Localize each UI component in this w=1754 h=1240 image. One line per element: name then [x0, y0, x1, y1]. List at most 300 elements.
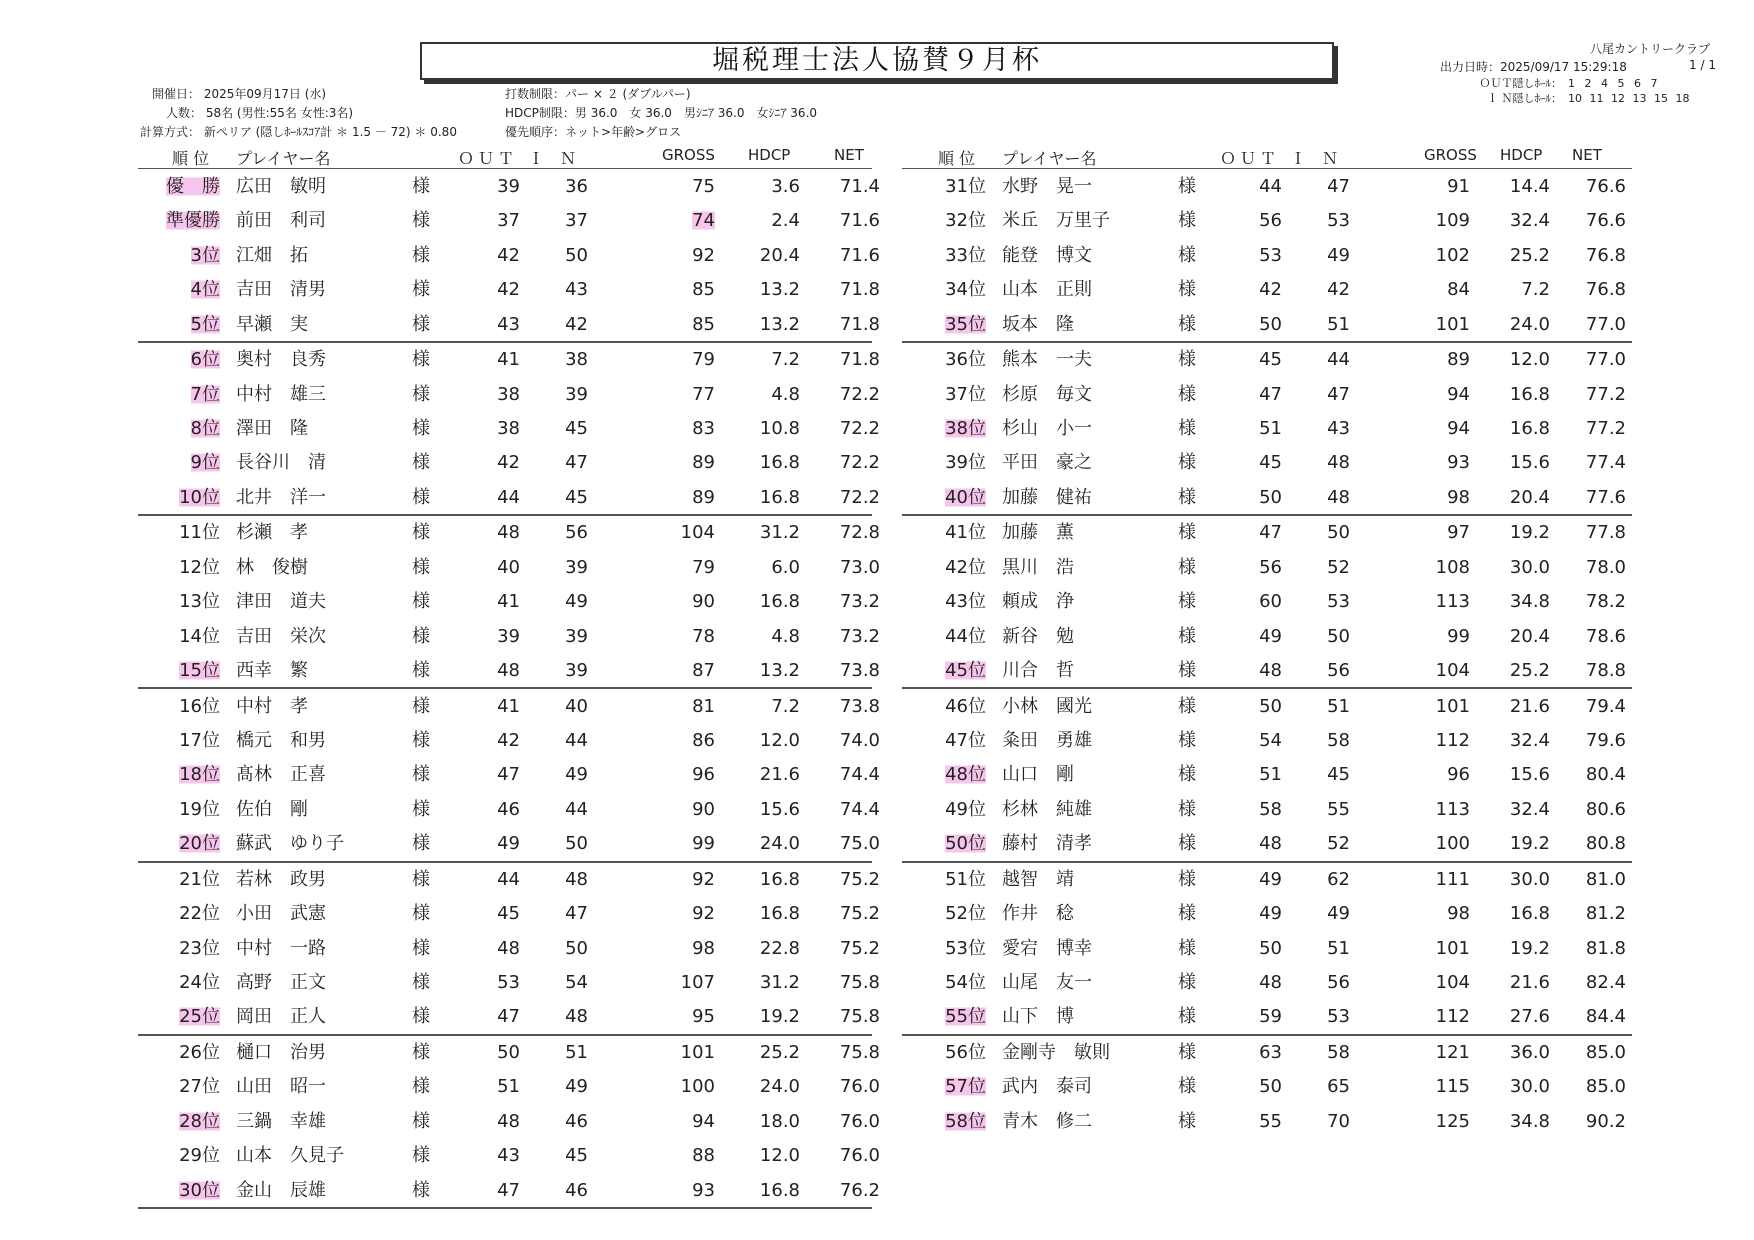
gross-score: 101: [1435, 313, 1470, 335]
gross-score: 113: [1435, 798, 1470, 820]
header-out-left: ＯＵＴ: [458, 149, 519, 168]
in-score: 58: [1327, 730, 1350, 751]
club-name: 八尾カントリークラブ: [1589, 42, 1710, 56]
header-rank-left: 順 位: [172, 149, 210, 168]
hdcp-value: 30.0: [1509, 1076, 1550, 1098]
net-score: 79.6: [1585, 730, 1626, 751]
player-name: 杉山 小一: [1002, 418, 1092, 439]
hidden-holes: [1440, 76, 1689, 106]
honorific: 様: [412, 625, 430, 647]
gross-score: 98: [1447, 486, 1470, 508]
player-name: 中村 雄三: [236, 383, 326, 405]
table-row: [0, 1070, 1754, 1104]
out-score: 56: [1259, 556, 1282, 578]
gross-score: 99: [692, 833, 715, 855]
honorific: 様: [1178, 349, 1196, 371]
hdcp-value: 34.8: [1509, 591, 1550, 613]
rank-cell: 優 勝: [166, 176, 220, 197]
hdcp-value: 15.6: [1509, 764, 1550, 786]
honorific: 様: [1178, 798, 1196, 820]
rank-cell: 23位: [179, 937, 220, 959]
gross-score: 112: [1435, 1006, 1470, 1028]
out-score: 47: [1259, 383, 1282, 405]
honorific: 様: [412, 349, 430, 371]
in-score: 51: [565, 1042, 588, 1063]
header-hdcp-right: HDCP: [1500, 146, 1543, 164]
gross-score: 94: [692, 1110, 715, 1132]
gross-score: 102: [1435, 244, 1470, 266]
rank-cell: 28位: [179, 1110, 220, 1132]
gross-score: 101: [1435, 937, 1470, 959]
net-score: 71.8: [839, 349, 880, 371]
player-name: 青木 修二: [1002, 1110, 1092, 1132]
net-score: 72.8: [839, 522, 880, 544]
net-score: 72.2: [839, 383, 880, 405]
net-score: 71.4: [839, 176, 880, 197]
rank-cell: 36位: [945, 349, 986, 371]
player-name: 中村 一路: [236, 937, 326, 959]
hdcp-limit: HDCP制限：男 36.0 女 36.0 男ｼﾆｱ 36.0 女ｼﾆｱ 36.0: [505, 106, 818, 120]
honorific: 様: [1178, 972, 1196, 993]
rank-cell: 14位: [179, 625, 220, 647]
rank-cell: 4位: [190, 279, 220, 301]
net-score: 76.2: [839, 1179, 880, 1201]
rank-cell: 13位: [179, 591, 220, 613]
rank-cell: 22位: [179, 903, 220, 925]
hdcp-value: 13.2: [759, 313, 800, 335]
out-score: 45: [1259, 452, 1282, 474]
rank-cell: 37位: [945, 383, 986, 405]
gross-score: 97: [1447, 522, 1470, 544]
table-row: [0, 516, 1754, 550]
gross-score: 109: [1435, 210, 1470, 232]
gross-score: 99: [1447, 625, 1470, 647]
net-score: 71.6: [839, 210, 880, 232]
hdcp-value: 20.4: [1509, 486, 1550, 508]
hdcp-value: 36.0: [1509, 1042, 1550, 1063]
rank-cell: 30位: [179, 1179, 220, 1201]
gross-score: 96: [692, 764, 715, 786]
player-name: 小田 武憲: [236, 903, 326, 925]
header-divider: [902, 168, 1632, 169]
out-score: 49: [1259, 903, 1282, 925]
hdcp-value: 16.8: [759, 868, 800, 890]
rank-cell: 32位: [945, 210, 986, 232]
net-score: 81.0: [1585, 868, 1626, 890]
in-score: 52: [1327, 833, 1350, 855]
group-divider: [138, 1207, 872, 1209]
net-score: 80.8: [1585, 833, 1626, 855]
out-score: 54: [1259, 730, 1282, 751]
in-score: 53: [1327, 591, 1350, 613]
table-row: [0, 897, 1754, 931]
player-name: 山本 久見子: [236, 1145, 344, 1167]
player-name: 加藤 薫: [1002, 522, 1074, 544]
out-score: 42: [497, 452, 520, 474]
player-name: 蘇武 ゆり子: [236, 833, 344, 855]
honorific: 様: [412, 764, 430, 786]
table-row: [0, 863, 1754, 897]
table-row: [0, 690, 1754, 724]
gross-score: 111: [1435, 868, 1470, 890]
out-score: 53: [497, 972, 520, 993]
hdcp-value: 13.2: [759, 660, 800, 681]
net-score: 75.8: [839, 972, 880, 993]
player-name: 杉林 純雄: [1002, 798, 1092, 820]
honorific: 様: [1178, 1006, 1196, 1028]
player-name: 新谷 勉: [1002, 625, 1074, 647]
hdcp-value: 24.0: [1509, 313, 1550, 335]
in-score: 45: [565, 486, 588, 508]
net-score: 73.8: [839, 695, 880, 717]
in-score: 40: [565, 695, 588, 717]
rank-cell: 38位: [945, 418, 986, 439]
in-score: 62: [1327, 868, 1350, 890]
player-name: 粂田 勇雄: [1002, 730, 1092, 751]
net-score: 75.8: [839, 1042, 880, 1063]
in-score: 43: [1327, 418, 1350, 439]
hdcp-value: 34.8: [1509, 1110, 1550, 1132]
player-name: 愛宕 博幸: [1002, 937, 1092, 959]
table-row: [0, 1000, 1754, 1034]
player-name: 吉田 清男: [236, 279, 326, 301]
out-score: 48: [1259, 660, 1282, 681]
player-name: 佐伯 剛: [236, 798, 308, 820]
gross-score: 121: [1435, 1042, 1470, 1063]
rank-cell: 49位: [945, 798, 986, 820]
table-row: [0, 620, 1754, 654]
gross-score: 88: [692, 1145, 715, 1167]
hdcp-value: 16.8: [759, 452, 800, 474]
rank-cell: 29位: [179, 1145, 220, 1167]
out-score: 48: [497, 937, 520, 959]
in-score: 52: [1327, 556, 1350, 578]
out-score: 53: [1259, 244, 1282, 266]
net-score: 76.8: [1585, 244, 1626, 266]
gross-score: 89: [1447, 349, 1470, 371]
gross-score: 83: [692, 418, 715, 439]
rank-cell: 45位: [945, 660, 986, 681]
in-score: 65: [1327, 1076, 1350, 1098]
honorific: 様: [1178, 695, 1196, 717]
out-score: 47: [497, 1006, 520, 1028]
player-name: 加藤 健祐: [1002, 486, 1092, 508]
header-gross-right: GROSS: [1424, 146, 1477, 164]
gross-score: 89: [692, 486, 715, 508]
hdcp-value: 25.2: [1509, 244, 1550, 266]
player-name: 山口 剛: [1002, 764, 1074, 786]
net-score: 77.4: [1585, 452, 1626, 474]
header-out-right: ＯＵＴ: [1220, 149, 1281, 168]
player-name: 山本 正則: [1002, 279, 1092, 301]
honorific: 様: [1178, 176, 1196, 197]
hdcp-value: 31.2: [759, 522, 800, 544]
rank-cell: 34位: [945, 279, 986, 301]
honorific: 様: [412, 1145, 430, 1167]
rank-cell: 48位: [945, 764, 986, 786]
player-name: 早瀬 実: [236, 313, 308, 335]
honorific: 様: [1178, 868, 1196, 890]
out-score: 48: [1259, 833, 1282, 855]
hdcp-value: 19.2: [1509, 937, 1550, 959]
rank-cell: 16位: [179, 695, 220, 717]
gross-score: 89: [692, 452, 715, 474]
in-score: 54: [565, 972, 588, 993]
hdcp-value: 7.2: [771, 349, 800, 371]
net-score: 74.4: [839, 798, 880, 820]
out-score: 45: [497, 903, 520, 925]
out-score: 48: [497, 1110, 520, 1132]
net-score: 77.6: [1585, 486, 1626, 508]
honorific: 様: [1178, 1042, 1196, 1063]
honorific: 様: [412, 210, 430, 232]
out-score: 56: [1259, 210, 1282, 232]
gross-score: 92: [692, 868, 715, 890]
honorific: 様: [412, 556, 430, 578]
honorific: 様: [412, 176, 430, 197]
net-score: 77.0: [1585, 313, 1626, 335]
rank-cell: 40位: [945, 486, 986, 508]
in-score: 49: [1327, 903, 1350, 925]
honorific: 様: [1178, 556, 1196, 578]
out-score: 39: [497, 176, 520, 197]
out-score: 38: [497, 418, 520, 439]
in-score: 50: [565, 833, 588, 855]
honorific: 様: [1178, 1110, 1196, 1132]
net-score: 75.0: [839, 833, 880, 855]
gross-score: 104: [1435, 660, 1470, 681]
rank-cell: 55位: [945, 1006, 986, 1028]
player-name: 藤村 清孝: [1002, 833, 1092, 855]
net-score: 76.0: [839, 1110, 880, 1132]
priority-order: 優先順序：ネット>年齢>グロス: [505, 125, 682, 139]
rank-cell: 54位: [945, 972, 986, 993]
table-row: [0, 1036, 1754, 1070]
gross-score: 85: [692, 279, 715, 301]
header-hdcp-left: HDCP: [748, 146, 791, 164]
header-net-left: NET: [834, 146, 864, 164]
rank-cell: 12位: [179, 556, 220, 578]
gross-score: 84: [1447, 279, 1470, 301]
out-score: 48: [497, 660, 520, 681]
player-name: 川合 哲: [1002, 660, 1074, 681]
rank-cell: 11位: [179, 522, 220, 544]
in-score: 49: [565, 764, 588, 786]
in-score: 51: [1327, 695, 1350, 717]
gross-score: 113: [1435, 591, 1470, 613]
in-hidden-holes: 10 11 12 13 15 18: [1568, 92, 1690, 105]
out-score: 50: [1259, 1076, 1282, 1098]
table-row: [0, 966, 1754, 1000]
out-score: 55: [1259, 1110, 1282, 1132]
honorific: 様: [1178, 833, 1196, 855]
out-score: 50: [1259, 695, 1282, 717]
gross-score: 100: [680, 1076, 715, 1098]
hdcp-value: 20.4: [1509, 625, 1550, 647]
honorific: 様: [412, 1006, 430, 1028]
hdcp-value: 12.0: [759, 730, 800, 751]
hdcp-value: 16.8: [759, 1179, 800, 1201]
in-score: 44: [565, 798, 588, 820]
in-score: 44: [565, 730, 588, 751]
net-score: 72.2: [839, 418, 880, 439]
player-name: 前田 利司: [236, 210, 326, 232]
player-name: 若林 政男: [236, 868, 326, 890]
rank-cell: 10位: [179, 486, 220, 508]
gross-score: 112: [1435, 730, 1470, 751]
net-score: 71.8: [839, 279, 880, 301]
hdcp-value: 15.6: [1509, 452, 1550, 474]
hdcp-value: 18.0: [759, 1110, 800, 1132]
player-name: 杉瀬 孝: [236, 522, 308, 544]
header-player-right: プレイヤー名: [1002, 149, 1097, 168]
table-row: [0, 585, 1754, 619]
page-number: 1 / 1: [1689, 58, 1716, 72]
out-score: 42: [497, 244, 520, 266]
rank-cell: 26位: [179, 1042, 220, 1063]
honorific: 様: [1178, 244, 1196, 266]
player-name: 平田 豪之: [1002, 452, 1092, 474]
honorific: 様: [412, 833, 430, 855]
net-score: 75.8: [839, 1006, 880, 1028]
table-row: [0, 793, 1754, 827]
player-name: 長谷川 清: [236, 452, 326, 474]
honorific: 様: [412, 868, 430, 890]
net-score: 78.2: [1585, 591, 1626, 613]
rank-cell: 18位: [179, 764, 220, 786]
player-name: 三鍋 幸雄: [236, 1110, 326, 1132]
honorific: 様: [412, 486, 430, 508]
in-hidden-label: Ｉ Ｎ隠しﾎｰﾙ：: [1487, 92, 1562, 105]
in-score: 47: [565, 452, 588, 474]
in-score: 46: [565, 1179, 588, 1201]
table-row: [0, 239, 1754, 273]
net-score: 79.4: [1585, 695, 1626, 717]
gross-score: 90: [692, 591, 715, 613]
net-score: 78.0: [1585, 556, 1626, 578]
out-score: 47: [497, 764, 520, 786]
table-row: [0, 724, 1754, 758]
player-name: 杉原 毎文: [1002, 383, 1092, 405]
player-name: 髙林 正喜: [236, 764, 326, 786]
out-score: 50: [1259, 937, 1282, 959]
rank-cell: 24位: [179, 972, 220, 993]
in-score: 58: [1327, 1042, 1350, 1063]
net-score: 73.2: [839, 625, 880, 647]
honorific: 様: [412, 660, 430, 681]
player-name: 奥村 良秀: [236, 349, 326, 371]
player-name: 小林 國光: [1002, 695, 1092, 717]
gross-score: 93: [692, 1179, 715, 1201]
hdcp-value: 32.4: [1509, 210, 1550, 232]
out-score: 50: [1259, 313, 1282, 335]
rank-cell: 21位: [179, 868, 220, 890]
out-score: 51: [1259, 418, 1282, 439]
rank-cell: 19位: [179, 798, 220, 820]
honorific: 様: [412, 418, 430, 439]
hdcp-value: 32.4: [1509, 730, 1550, 751]
in-score: 47: [1327, 383, 1350, 405]
hdcp-value: 21.6: [1509, 695, 1550, 717]
net-score: 80.4: [1585, 764, 1626, 786]
table-row: [0, 170, 1754, 204]
out-score: 43: [497, 1145, 520, 1167]
table-row: [0, 1105, 1754, 1139]
in-score: 42: [1327, 279, 1350, 301]
in-score: 39: [565, 660, 588, 681]
table-row: [0, 378, 1754, 412]
in-score: 43: [565, 279, 588, 301]
rank-cell: 9位: [190, 452, 220, 474]
out-score: 63: [1259, 1042, 1282, 1063]
gross-score: 93: [1447, 452, 1470, 474]
rank-cell: 58位: [945, 1110, 986, 1132]
out-score: 41: [497, 591, 520, 613]
net-score: 75.2: [839, 868, 880, 890]
rank-cell: 5位: [190, 313, 220, 335]
hdcp-value: 3.6: [771, 176, 800, 197]
hdcp-value: 2.4: [771, 210, 800, 232]
header-in-right: Ｉ Ｎ: [1290, 149, 1339, 168]
out-score: 45: [1259, 349, 1282, 371]
honorific: 様: [412, 244, 430, 266]
honorific: 様: [412, 591, 430, 613]
honorific: 様: [412, 937, 430, 959]
gross-score: 81: [692, 695, 715, 717]
net-score: 77.8: [1585, 522, 1626, 544]
honorific: 様: [412, 972, 430, 993]
rank-cell: 50位: [945, 833, 986, 855]
event-date: 開催日： 2025年09月17日 (水): [152, 87, 327, 101]
net-score: 77.2: [1585, 383, 1626, 405]
player-name: 江畑 拓: [236, 244, 308, 266]
net-score: 71.8: [839, 313, 880, 335]
net-score: 77.2: [1585, 418, 1626, 439]
honorific: 様: [1178, 660, 1196, 681]
in-score: 47: [565, 903, 588, 925]
rank-cell: 51位: [945, 868, 986, 890]
hdcp-value: 32.4: [1509, 798, 1550, 820]
honorific: 様: [1178, 625, 1196, 647]
header-gross-left: GROSS: [662, 146, 715, 164]
out-score: 51: [497, 1076, 520, 1098]
gross-score: 85: [692, 313, 715, 335]
hdcp-value: 24.0: [759, 1076, 800, 1098]
table-row: [0, 827, 1754, 861]
honorific: 様: [1178, 383, 1196, 405]
gross-score: 77: [692, 383, 715, 405]
rank-cell: 8位: [190, 418, 220, 439]
rank-cell: 39位: [945, 452, 986, 474]
in-score: 55: [1327, 798, 1350, 820]
hdcp-value: 24.0: [759, 833, 800, 855]
net-score: 73.2: [839, 591, 880, 613]
gross-score: 108: [1435, 556, 1470, 578]
rank-cell: 25位: [179, 1006, 220, 1028]
hdcp-value: 21.6: [759, 764, 800, 786]
out-score: 58: [1259, 798, 1282, 820]
gross-score: 104: [1435, 972, 1470, 993]
out-hidden-holes: 1 2 4 5 6 7: [1568, 77, 1658, 90]
printed-datetime: 出力日時：2025/09/17 15:29:18: [1440, 60, 1627, 74]
player-name: 高野 正文: [236, 972, 326, 993]
player-name: 岡田 正人: [236, 1006, 326, 1028]
out-score: 49: [497, 833, 520, 855]
honorific: 様: [412, 1076, 430, 1098]
honorific: 様: [1178, 522, 1196, 544]
player-name: 黒川 浩: [1002, 556, 1074, 578]
honorific: 様: [412, 903, 430, 925]
